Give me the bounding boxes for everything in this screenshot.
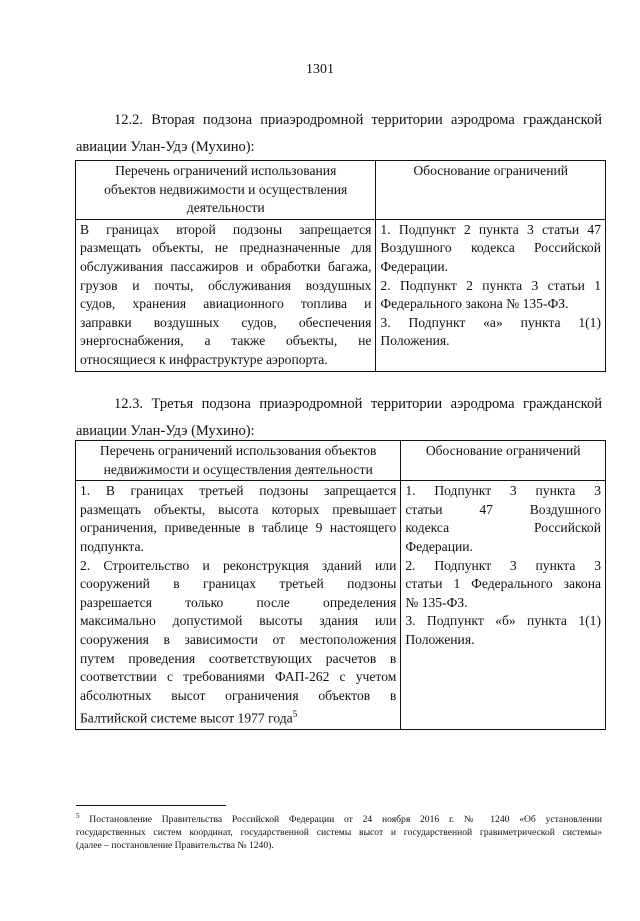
restrictions-cell [76, 219, 376, 371]
cell-line: энергоснабжения, а также объекты, не [80, 333, 372, 349]
footnote-line1 [76, 810, 602, 826]
cell-line: грузов и почты, обслуживания воздушных [80, 277, 372, 293]
header-line: недвижимости и осуществления деятельности [103, 461, 373, 477]
cell-line: 2. Подпункт 2 пункта 3 статьи 1 [380, 277, 601, 293]
header-line: Перечень ограничений использования объектов [99, 443, 377, 458]
cell-line: Федерального закона № 135-ФЗ. [380, 296, 569, 312]
cell-line: сооружений в границах третьей подзоны [80, 576, 397, 592]
cell-text: Балтийской системе высот 1977 года [80, 710, 293, 726]
table-row [76, 219, 606, 371]
cell-line: максимально допустимой высоты здания или [80, 613, 397, 629]
cell-line [80, 705, 396, 728]
header-line: Обоснование ограничений [413, 163, 569, 178]
header-line: Перечень ограничений использования [115, 163, 337, 178]
table-header-restrictions [76, 161, 376, 220]
cell-line: 3. Подпункт «б» пункта 1(1) [405, 613, 601, 629]
section-12-2-line1: 12.2. Вторая подзона приаэродромной территории аэродрома гражданской [114, 112, 602, 128]
header-line: Обоснование ограничений [425, 443, 581, 458]
cell-line: сооружения в зависимости от местоположения [80, 631, 397, 647]
cell-line: 1. Подпункт 3 пункта 3 [405, 483, 601, 499]
table-third-subzone [75, 440, 606, 730]
header-line: объектов недвижимости и осуществления [104, 181, 348, 197]
cell-line: разрешается только после определения [80, 594, 397, 610]
footnote-line2: государственных систем координат, государственной системы высот и государственной гравиметрической системы» [76, 827, 602, 839]
cell-line: судов, хранения авиационного топлива и [80, 296, 372, 312]
table-second-subzone [75, 160, 606, 372]
cell-line: 1. Подпункт 2 пункта 3 статьи 47 [380, 221, 601, 237]
footnote-separator [76, 805, 226, 806]
footnote-line3: (далее – постановление Правительства № 1240). [76, 840, 274, 852]
cell-line: Федерации. [380, 258, 449, 274]
cell-line: 1. В границах третьей подзоны запрещается [80, 483, 397, 499]
section-12-3-heading [76, 391, 602, 445]
table-header-justification [401, 441, 606, 481]
table-row [76, 481, 606, 730]
footnote [76, 810, 602, 852]
cell-line: заправки воздушных судов, обеспечения [80, 314, 372, 330]
cell-line: Воздушного кодекса Российской [380, 240, 601, 256]
footnote-text: Постановление Правительства Российской Федерации от 24 ноября 2016 г. № 1240 «Об установлении [89, 814, 602, 826]
cell-line: абсолютных высот ограничения объектов в [80, 687, 397, 703]
table-header-restrictions [76, 441, 401, 481]
table-header-row [76, 441, 606, 481]
table-header-row [76, 161, 606, 220]
cell-line: кодекса Российской [405, 520, 601, 536]
cell-line: Положения. [405, 631, 475, 647]
cell-line: путем проведения соответствующих расчетов в [80, 650, 397, 666]
justification-cell [376, 219, 606, 371]
footnote-reference[interactable]: 5 [292, 709, 298, 720]
cell-line: относящиеся к инфраструктуре аэропорта. [80, 351, 328, 367]
section-12-3-line2: авиации Улан-Удэ (Мухино): [76, 423, 255, 439]
cell-line: № 135-ФЗ. [405, 594, 468, 610]
justification-cell [401, 481, 606, 730]
footnote-mark: 5 [76, 812, 80, 820]
cell-line: размещать объекты, не предназначенные для [80, 240, 372, 256]
section-12-2-heading [76, 107, 602, 161]
cell-line: 2. Строительство и реконструкция зданий или [80, 557, 397, 573]
table-header-justification [376, 161, 606, 220]
cell-line: 3. Подпункт «а» пункта 1(1) [380, 314, 601, 330]
cell-line: размещать объекты, высота которых превышает [80, 501, 397, 517]
restrictions-cell [76, 481, 401, 730]
cell-line: ограничения, приведенные в таблице 9 настоящего [80, 520, 397, 536]
cell-line: В границах второй подзоны запрещается [80, 221, 372, 237]
page-number: 1301 [306, 62, 334, 77]
cell-line: Федерации. [405, 538, 473, 554]
header-line: деятельности [186, 200, 265, 216]
cell-line: статьи 47 Воздушного [405, 501, 601, 517]
section-12-2-line2: авиации Улан-Удэ (Мухино): [76, 139, 255, 155]
cell-line: подпункта. [80, 538, 144, 554]
section-12-3-line1: 12.3. Третья подзона приаэродромной территории аэродрома гражданской [114, 396, 602, 412]
cell-line: 2. Подпункт 3 пункта 3 [405, 557, 601, 573]
cell-line: Положения. [380, 333, 450, 349]
cell-line: соответствии с требованиями ФАП-262 с учетом [80, 669, 397, 685]
cell-line: обслуживания пассажиров и обработки багажа, [80, 258, 372, 274]
cell-line: статьи 1 Федерального закона [405, 576, 601, 592]
